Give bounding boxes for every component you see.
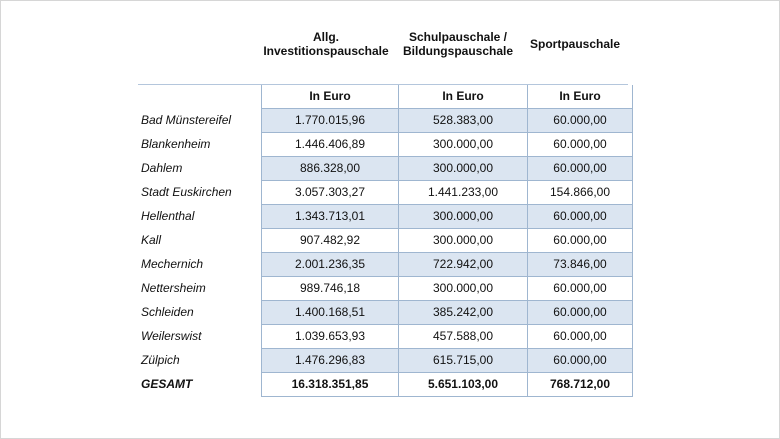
- municipality-name: Zülpich: [141, 353, 180, 367]
- municipality-name: Weilerswist: [141, 329, 202, 343]
- investitionspauschale-value: 1.343.713,01: [262, 205, 399, 229]
- schulpauschale-value: 300.000,00: [399, 277, 528, 301]
- sportpauschale-value: 60.000,00: [528, 277, 633, 301]
- schulpauschale-value: 615.715,00: [399, 349, 528, 373]
- table-row: [138, 229, 633, 253]
- schulpauschale-value: 528.383,00: [399, 109, 528, 133]
- schulpauschale-value: 1.441.233,00: [399, 181, 528, 205]
- municipality-name: Dahlem: [141, 161, 183, 175]
- table-row: [138, 277, 633, 301]
- municipality-name: Bad Münstereifel: [141, 113, 232, 127]
- table-row: [138, 325, 633, 349]
- municipality-name: Blankenheim: [141, 137, 211, 151]
- table-row: [138, 205, 633, 229]
- schulpauschale-value: 300.000,00: [399, 205, 528, 229]
- municipality-name: GESAMT: [141, 377, 193, 391]
- table-row: [138, 301, 633, 325]
- schulpauschale-value: 300.000,00: [399, 157, 528, 181]
- investitionspauschale-value: 886.328,00: [262, 157, 399, 181]
- table-row: [138, 109, 633, 133]
- investitionspauschale-value: 1.039.653,93: [262, 325, 399, 349]
- municipality-name: Nettersheim: [141, 281, 206, 295]
- sportpauschale-value: 60.000,00: [528, 325, 633, 349]
- funding-table: [138, 85, 633, 397]
- table-row: [138, 349, 633, 373]
- municipality-name: Stadt Euskirchen: [141, 185, 232, 199]
- investitionspauschale-value: 1.446.406,89: [262, 133, 399, 157]
- sportpauschale-value: 768.712,00: [528, 373, 633, 397]
- unit-row: [138, 85, 633, 109]
- header-schulpauschale: [394, 30, 522, 58]
- schulpauschale-value: 722.942,00: [399, 253, 528, 277]
- header-col1-line1: Allg.: [313, 30, 339, 44]
- municipality-name: Schleiden: [141, 305, 194, 319]
- sportpauschale-value: 60.000,00: [528, 157, 633, 181]
- total-row: [138, 373, 633, 397]
- sportpauschale-value: 60.000,00: [528, 229, 633, 253]
- unit-cell: In Euro: [399, 85, 528, 109]
- header-col2-line2: Bildungspauschale: [402, 44, 514, 58]
- sportpauschale-value: 60.000,00: [528, 109, 633, 133]
- table-row: [138, 133, 633, 157]
- schulpauschale-value: 385.242,00: [399, 301, 528, 325]
- investitionspauschale-value: 907.482,92: [262, 229, 399, 253]
- investitionspauschale-value: 3.057.303,27: [262, 181, 399, 205]
- table-row: [138, 253, 633, 277]
- table-header: [258, 30, 628, 60]
- investitionspauschale-value: 16.318.351,85: [262, 373, 399, 397]
- header-col3: Sportpauschale: [529, 37, 621, 51]
- schulpauschale-value: 5.651.103,00: [399, 373, 528, 397]
- unit-cell: In Euro: [528, 85, 633, 109]
- table-row: [138, 181, 633, 205]
- investitionspauschale-value: 1.770.015,96: [262, 109, 399, 133]
- sportpauschale-value: 60.000,00: [528, 349, 633, 373]
- table-row: [138, 157, 633, 181]
- sportpauschale-value: 154.866,00: [528, 181, 633, 205]
- header-sportpauschale: [522, 37, 628, 51]
- municipality-name: Kall: [141, 233, 162, 247]
- investitionspauschale-value: 1.476.296,83: [262, 349, 399, 373]
- header-col2-line1: Schulpauschale /: [408, 30, 508, 44]
- unit-row-label: [138, 85, 262, 109]
- municipality-name: Hellenthal: [141, 209, 195, 223]
- schulpauschale-value: 457.588,00: [399, 325, 528, 349]
- investitionspauschale-value: 989.746,18: [262, 277, 399, 301]
- investitionspauschale-value: 1.400.168,51: [262, 301, 399, 325]
- schulpauschale-value: 300.000,00: [399, 229, 528, 253]
- unit-cell: In Euro: [262, 85, 399, 109]
- schulpauschale-value: 300.000,00: [399, 133, 528, 157]
- header-col1-line2: Investitionspauschale: [263, 44, 389, 58]
- sportpauschale-value: 60.000,00: [528, 133, 633, 157]
- sportpauschale-value: 60.000,00: [528, 205, 633, 229]
- municipality-name: Mechernich: [141, 257, 204, 271]
- sportpauschale-value: 73.846,00: [528, 253, 633, 277]
- investitionspauschale-value: 2.001.236,35: [262, 253, 399, 277]
- header-investitionspauschale: [258, 30, 394, 58]
- sportpauschale-value: 60.000,00: [528, 301, 633, 325]
